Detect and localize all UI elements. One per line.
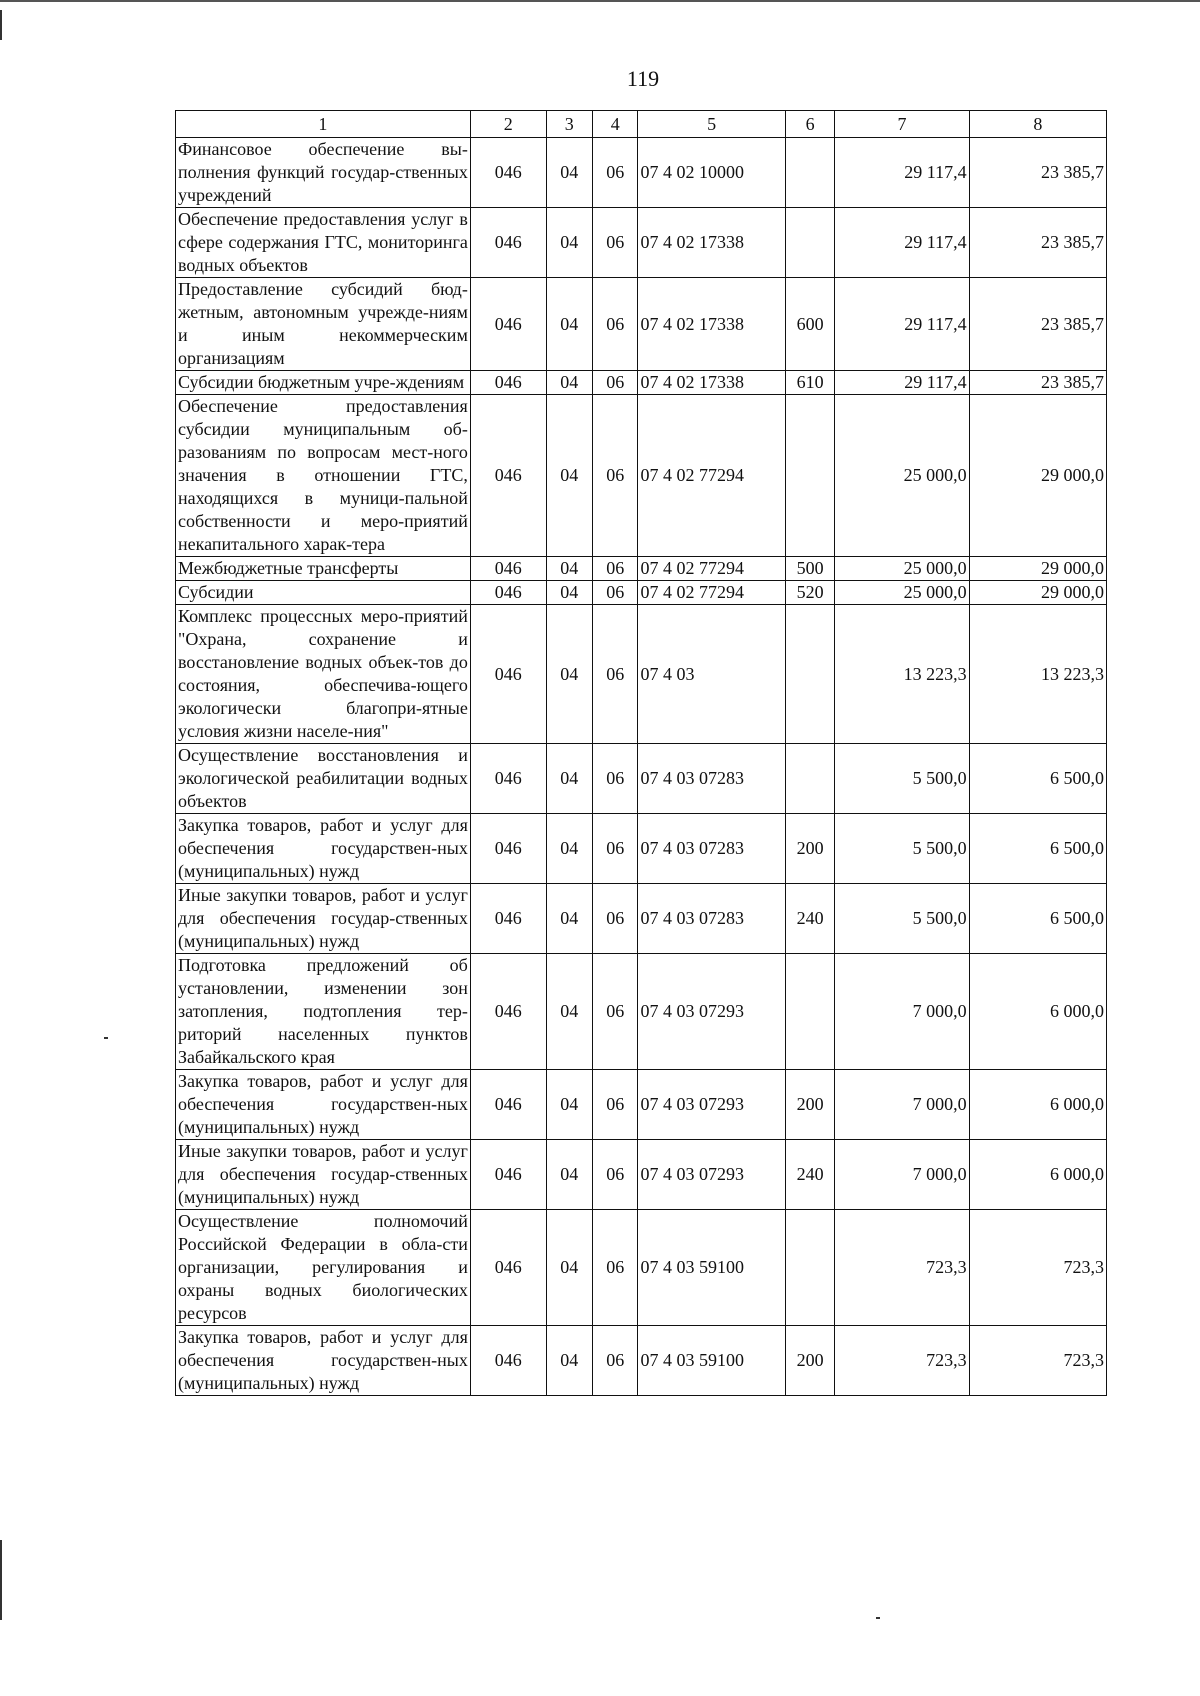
cell-col-4: 06 bbox=[593, 138, 638, 208]
cell-name: Обеспечение предоставления услуг в сфере содержания ГТС, мониторинга водных объектов bbox=[176, 208, 471, 278]
cell-col-5: 07 4 02 17338 bbox=[638, 371, 785, 395]
cell-col-2: 046 bbox=[470, 371, 546, 395]
cell-col-7: 723,3 bbox=[835, 1326, 969, 1396]
cell-col-7: 7 000,0 bbox=[835, 1070, 969, 1140]
cell-col-3: 04 bbox=[546, 278, 592, 371]
cell-col-7: 29 117,4 bbox=[835, 278, 969, 371]
cell-name: Иные закупки товаров, работ и услуг для обеспечения государ-ственных (муниципальных) нужд bbox=[176, 1140, 471, 1210]
table-row bbox=[176, 1326, 1107, 1396]
cell-col-7: 5 500,0 bbox=[835, 744, 969, 814]
table-row bbox=[176, 138, 1107, 208]
cell-col-5: 07 4 03 07283 bbox=[638, 744, 785, 814]
cell-col-8: 13 223,3 bbox=[969, 605, 1106, 744]
table-row bbox=[176, 605, 1107, 744]
cell-col-6: 600 bbox=[785, 278, 834, 371]
column-header: 4 bbox=[593, 111, 638, 138]
table-row bbox=[176, 208, 1107, 278]
table-row bbox=[176, 581, 1107, 605]
column-header: 7 bbox=[835, 111, 969, 138]
cell-col-2: 046 bbox=[470, 954, 546, 1070]
table-row bbox=[176, 278, 1107, 371]
cell-name: Подготовка предложений об установлении, изменении зон затопления, подтопления тер-риторий населенных пунктов Забайкальского края bbox=[176, 954, 471, 1070]
cell-col-6: 240 bbox=[785, 884, 834, 954]
cell-col-3: 04 bbox=[546, 744, 592, 814]
cell-col-5: 07 4 02 77294 bbox=[638, 581, 785, 605]
cell-col-8: 23 385,7 bbox=[969, 371, 1106, 395]
column-header: 5 bbox=[638, 111, 785, 138]
cell-col-2: 046 bbox=[470, 581, 546, 605]
cell-col-5: 07 4 03 07283 bbox=[638, 884, 785, 954]
cell-col-5: 07 4 03 07283 bbox=[638, 814, 785, 884]
cell-name: Комплекс процессных меро-приятий "Охрана, сохранение и восстановление водных объек-тов до состояния, обеспечива-ющего экологически благопри-ятные условия жизни населе-ния" bbox=[176, 605, 471, 744]
cell-col-3: 04 bbox=[546, 1140, 592, 1210]
cell-name: Субсидии bbox=[176, 581, 471, 605]
cell-col-6 bbox=[785, 744, 834, 814]
cell-col-4: 06 bbox=[593, 1326, 638, 1396]
table-row bbox=[176, 395, 1107, 557]
cell-col-8: 29 000,0 bbox=[969, 395, 1106, 557]
cell-col-7: 7 000,0 bbox=[835, 954, 969, 1070]
cell-col-8: 6 000,0 bbox=[969, 1140, 1106, 1210]
cell-col-2: 046 bbox=[470, 1326, 546, 1396]
table-row bbox=[176, 744, 1107, 814]
cell-col-6 bbox=[785, 208, 834, 278]
cell-col-7: 29 117,4 bbox=[835, 138, 969, 208]
cell-col-4: 06 bbox=[593, 1070, 638, 1140]
cell-col-4: 06 bbox=[593, 208, 638, 278]
cell-col-3: 04 bbox=[546, 1326, 592, 1396]
cell-name: Закупка товаров, работ и услуг для обеспечения государствен-ных (муниципальных) нужд bbox=[176, 814, 471, 884]
cell-col-8: 23 385,7 bbox=[969, 138, 1106, 208]
cell-col-5: 07 4 03 59100 bbox=[638, 1326, 785, 1396]
cell-col-5: 07 4 03 bbox=[638, 605, 785, 744]
cell-col-5: 07 4 03 07293 bbox=[638, 954, 785, 1070]
cell-col-8: 6 000,0 bbox=[969, 1070, 1106, 1140]
cell-col-3: 04 bbox=[546, 371, 592, 395]
cell-col-7: 723,3 bbox=[835, 1210, 969, 1326]
cell-name: Субсидии бюджетным учре-ждениям bbox=[176, 371, 471, 395]
table-row bbox=[176, 814, 1107, 884]
cell-col-8: 6 500,0 bbox=[969, 744, 1106, 814]
cell-col-2: 046 bbox=[470, 138, 546, 208]
cell-col-8: 29 000,0 bbox=[969, 581, 1106, 605]
cell-col-3: 04 bbox=[546, 581, 592, 605]
cell-col-7: 25 000,0 bbox=[835, 395, 969, 557]
cell-col-5: 07 4 02 10000 bbox=[638, 138, 785, 208]
cell-col-3: 04 bbox=[546, 605, 592, 744]
cell-col-6: 610 bbox=[785, 371, 834, 395]
cell-col-8: 723,3 bbox=[969, 1326, 1106, 1396]
cell-col-3: 04 bbox=[546, 1070, 592, 1140]
cell-col-6 bbox=[785, 954, 834, 1070]
cell-col-6 bbox=[785, 1210, 834, 1326]
scan-edge-top bbox=[0, 0, 1200, 2]
table-header-row bbox=[176, 111, 1107, 138]
cell-col-4: 06 bbox=[593, 557, 638, 581]
cell-col-6 bbox=[785, 138, 834, 208]
cell-col-8: 723,3 bbox=[969, 1210, 1106, 1326]
cell-name: Осуществление полномочий Российской Федерации в обла-сти организации, регулирования и охраны водных биологических ресурсов bbox=[176, 1210, 471, 1326]
cell-col-4: 06 bbox=[593, 1140, 638, 1210]
cell-col-2: 046 bbox=[470, 1210, 546, 1326]
cell-col-6: 500 bbox=[785, 557, 834, 581]
cell-col-2: 046 bbox=[470, 1140, 546, 1210]
cell-col-5: 07 4 02 77294 bbox=[638, 395, 785, 557]
table-row bbox=[176, 884, 1107, 954]
cell-col-3: 04 bbox=[546, 954, 592, 1070]
column-header: 3 bbox=[546, 111, 592, 138]
cell-col-2: 046 bbox=[470, 1070, 546, 1140]
table-row bbox=[176, 1140, 1107, 1210]
scan-edge-mark bbox=[0, 1540, 2, 1620]
scan-speck bbox=[876, 1617, 880, 1619]
cell-col-7: 25 000,0 bbox=[835, 581, 969, 605]
cell-col-6 bbox=[785, 395, 834, 557]
cell-name: Межбюджетные трансферты bbox=[176, 557, 471, 581]
scan-speck bbox=[104, 1037, 108, 1039]
cell-col-4: 06 bbox=[593, 744, 638, 814]
cell-col-4: 06 bbox=[593, 1210, 638, 1326]
column-header: 1 bbox=[176, 111, 471, 138]
table-row bbox=[176, 1070, 1107, 1140]
cell-col-2: 046 bbox=[470, 278, 546, 371]
cell-col-6: 200 bbox=[785, 1326, 834, 1396]
cell-col-2: 046 bbox=[470, 395, 546, 557]
cell-col-7: 29 117,4 bbox=[835, 371, 969, 395]
cell-col-3: 04 bbox=[546, 138, 592, 208]
cell-col-3: 04 bbox=[546, 557, 592, 581]
budget-table bbox=[175, 110, 1107, 1396]
cell-col-2: 046 bbox=[470, 557, 546, 581]
cell-col-3: 04 bbox=[546, 1210, 592, 1326]
column-header: 8 bbox=[969, 111, 1106, 138]
cell-name: Закупка товаров, работ и услуг для обеспечения государствен-ных (муниципальных) нужд bbox=[176, 1070, 471, 1140]
scan-edge-mark bbox=[0, 10, 2, 40]
cell-col-6: 520 bbox=[785, 581, 834, 605]
cell-col-3: 04 bbox=[546, 814, 592, 884]
cell-col-8: 23 385,7 bbox=[969, 278, 1106, 371]
page-number: 119 bbox=[626, 66, 660, 91]
cell-name: Осуществление восстановления и экологической реабилитации водных объектов bbox=[176, 744, 471, 814]
cell-col-3: 04 bbox=[546, 884, 592, 954]
cell-col-3: 04 bbox=[546, 208, 592, 278]
table-row bbox=[176, 1210, 1107, 1326]
cell-col-8: 6 000,0 bbox=[969, 954, 1106, 1070]
cell-col-7: 29 117,4 bbox=[835, 208, 969, 278]
cell-col-2: 046 bbox=[470, 884, 546, 954]
cell-col-5: 07 4 03 59100 bbox=[638, 1210, 785, 1326]
cell-col-4: 06 bbox=[593, 371, 638, 395]
cell-col-7: 5 500,0 bbox=[835, 884, 969, 954]
cell-col-8: 29 000,0 bbox=[969, 557, 1106, 581]
table-row bbox=[176, 371, 1107, 395]
cell-col-2: 046 bbox=[470, 814, 546, 884]
cell-col-4: 06 bbox=[593, 814, 638, 884]
column-header: 6 bbox=[785, 111, 834, 138]
table-row bbox=[176, 954, 1107, 1070]
cell-col-4: 06 bbox=[593, 954, 638, 1070]
cell-col-8: 6 500,0 bbox=[969, 884, 1106, 954]
cell-col-4: 06 bbox=[593, 395, 638, 557]
cell-col-5: 07 4 02 17338 bbox=[638, 208, 785, 278]
cell-col-5: 07 4 03 07293 bbox=[638, 1070, 785, 1140]
cell-col-6: 240 bbox=[785, 1140, 834, 1210]
cell-col-8: 6 500,0 bbox=[969, 814, 1106, 884]
table-row bbox=[176, 557, 1107, 581]
cell-col-8: 23 385,7 bbox=[969, 208, 1106, 278]
cell-name: Финансовое обеспечение вы-полнения функций государ-ственных учреждений bbox=[176, 138, 471, 208]
cell-col-4: 06 bbox=[593, 581, 638, 605]
cell-col-2: 046 bbox=[470, 744, 546, 814]
cell-col-5: 07 4 03 07293 bbox=[638, 1140, 785, 1210]
cell-col-2: 046 bbox=[470, 208, 546, 278]
cell-col-4: 06 bbox=[593, 605, 638, 744]
cell-name: Закупка товаров, работ и услуг для обеспечения государствен-ных (муниципальных) нужд bbox=[176, 1326, 471, 1396]
cell-name: Обеспечение предоставления субсидии муниципальным об-разованиям по вопросам мест-ного значения в отношении ГТС, находящихся в муници-пальной собственности и меро-приятий некапитального харак-тера bbox=[176, 395, 471, 557]
cell-name: Предоставление субсидий бюд-жетным, автономным учрежде-ниям и иным некоммерческим организациям bbox=[176, 278, 471, 371]
cell-col-7: 13 223,3 bbox=[835, 605, 969, 744]
cell-col-2: 046 bbox=[470, 605, 546, 744]
cell-col-5: 07 4 02 77294 bbox=[638, 557, 785, 581]
cell-col-6: 200 bbox=[785, 1070, 834, 1140]
cell-name: Иные закупки товаров, работ и услуг для обеспечения государ-ственных (муниципальных) нужд bbox=[176, 884, 471, 954]
column-header: 2 bbox=[470, 111, 546, 138]
cell-col-6: 200 bbox=[785, 814, 834, 884]
cell-col-6 bbox=[785, 605, 834, 744]
cell-col-4: 06 bbox=[593, 884, 638, 954]
cell-col-5: 07 4 02 17338 bbox=[638, 278, 785, 371]
cell-col-3: 04 bbox=[546, 395, 592, 557]
cell-col-4: 06 bbox=[593, 278, 638, 371]
cell-col-7: 25 000,0 bbox=[835, 557, 969, 581]
cell-col-7: 7 000,0 bbox=[835, 1140, 969, 1210]
cell-col-7: 5 500,0 bbox=[835, 814, 969, 884]
